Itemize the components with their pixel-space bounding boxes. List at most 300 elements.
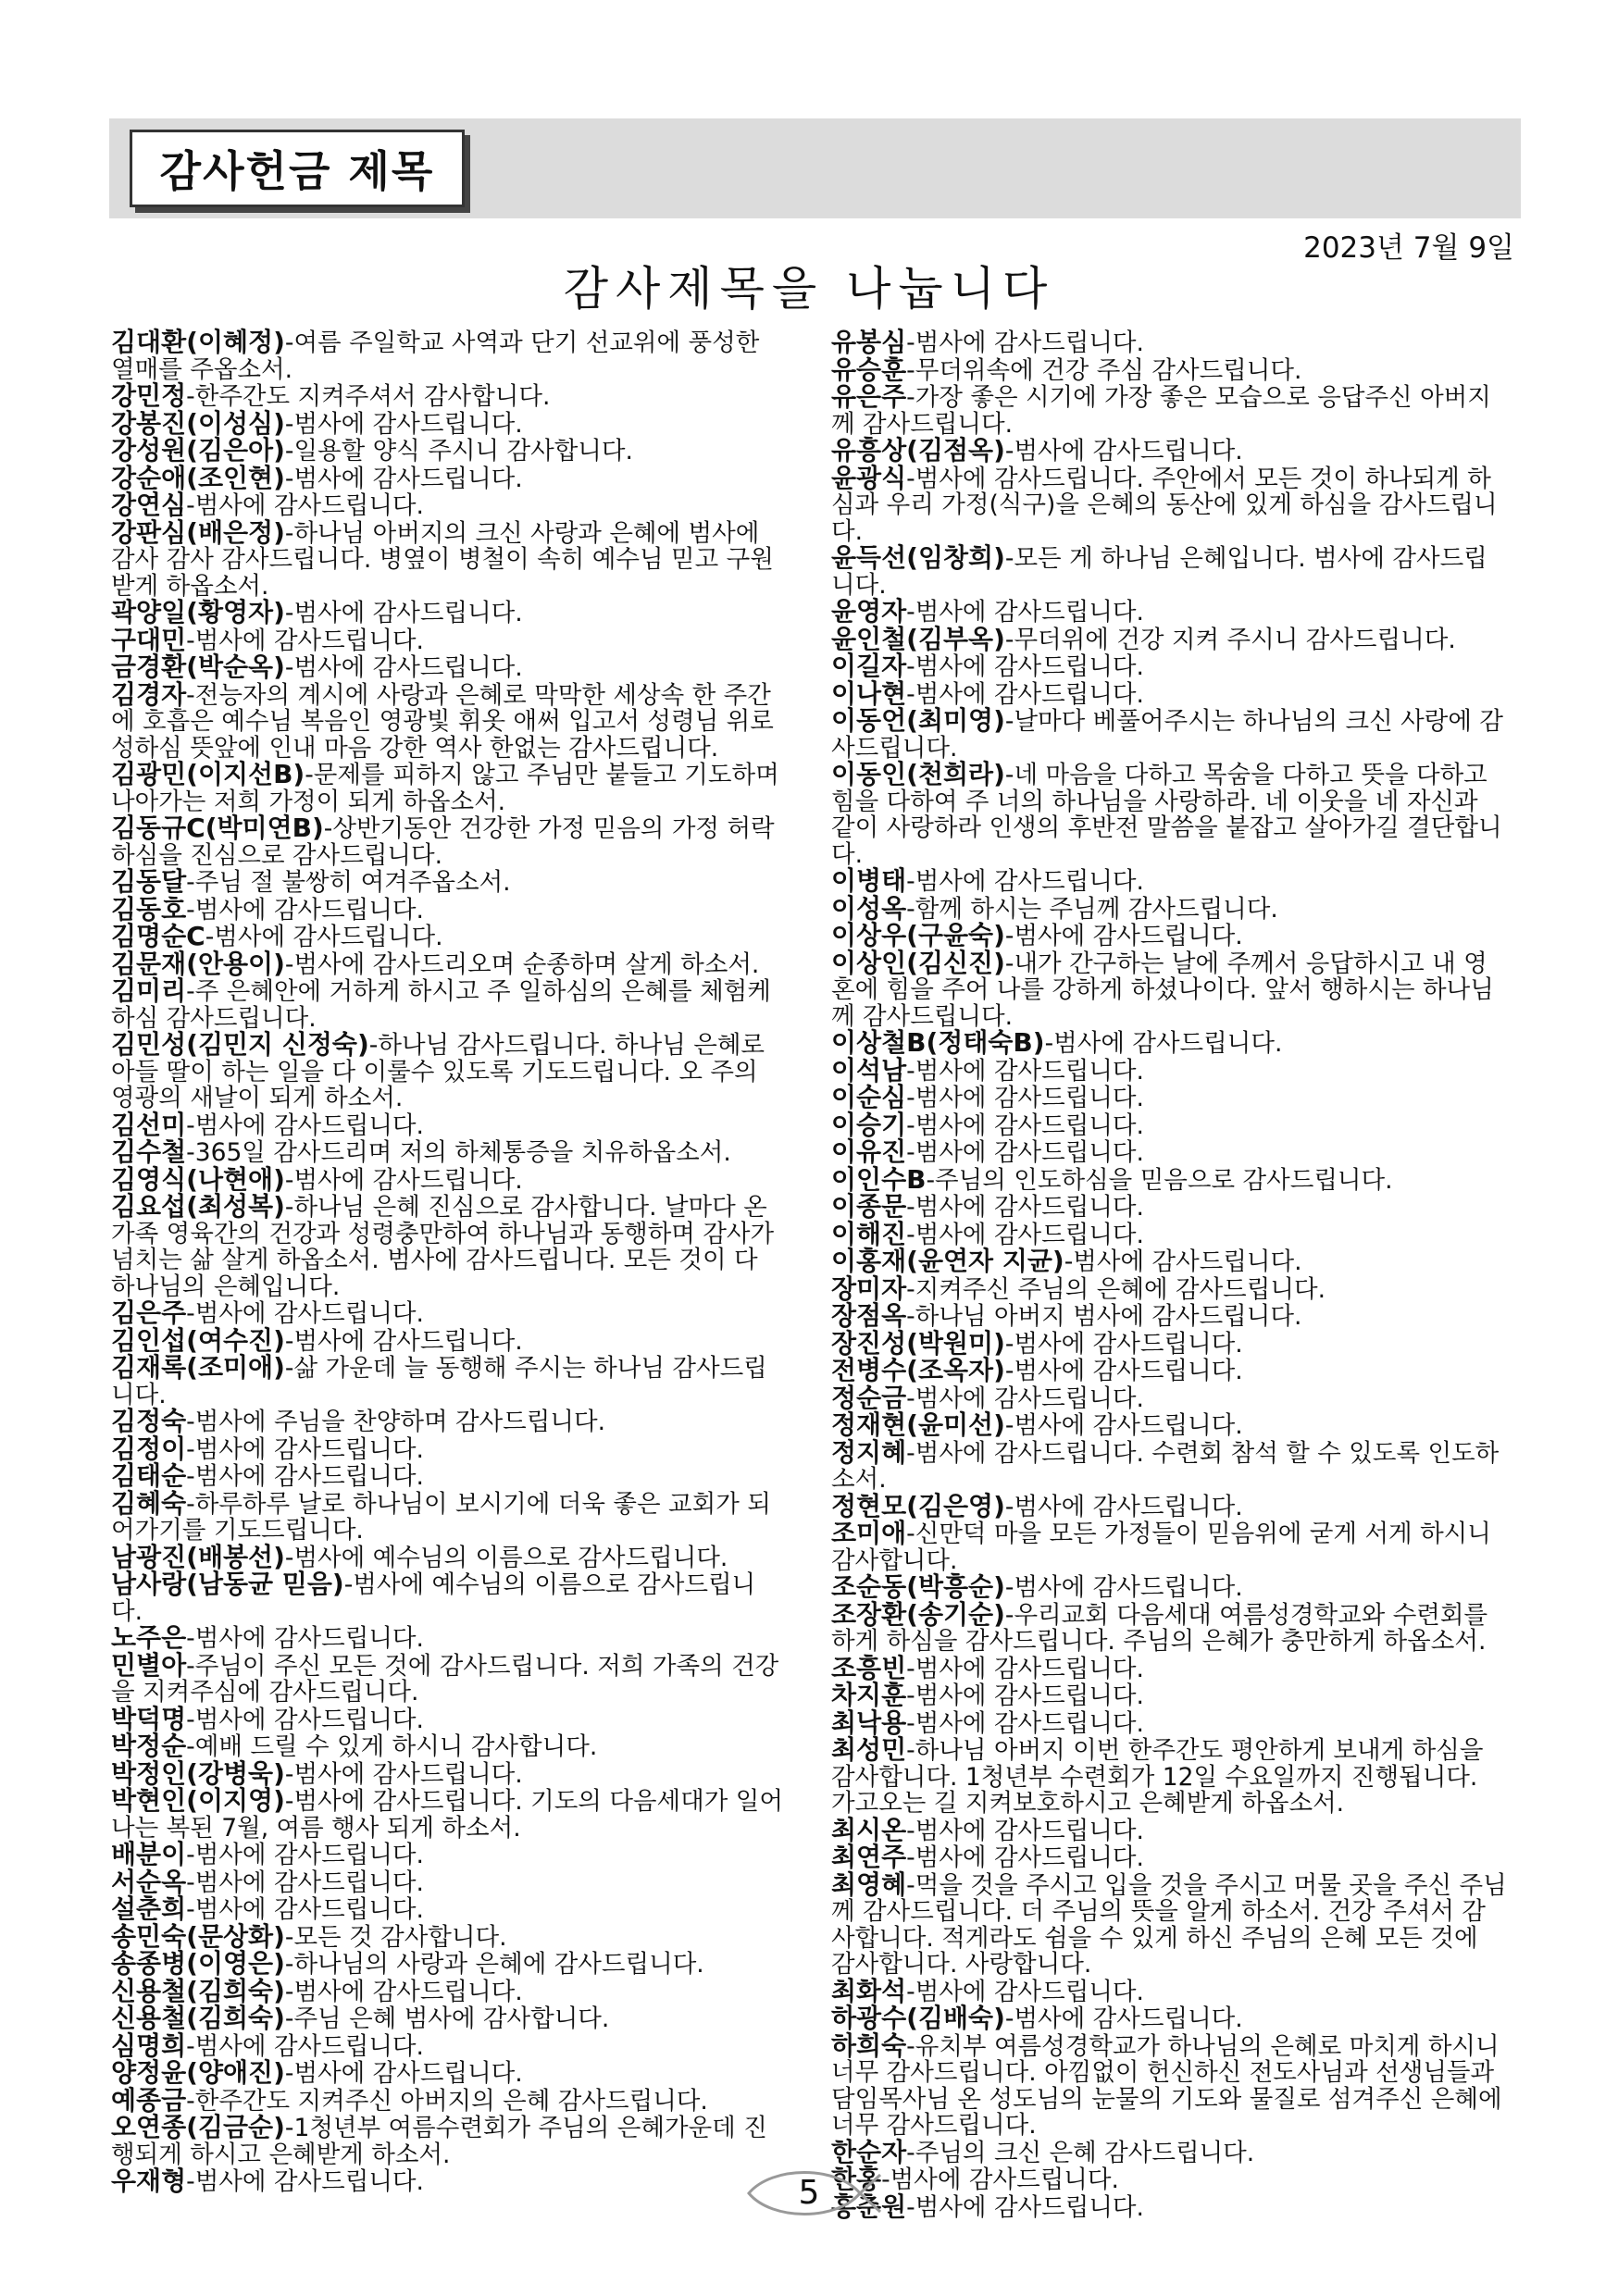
thanksgiving-entry <box>831 865 1507 896</box>
entry-name: 유흥상(김점옥) <box>831 435 1005 465</box>
page-number: 5 <box>798 2174 820 2212</box>
entry-name: 오연종(김금순) <box>111 2112 285 2142</box>
entry-message: -예배 드릴 수 있게 하시니 감사합니다. <box>186 1732 598 1761</box>
thanksgiving-entry <box>111 1893 787 1924</box>
entry-name: 김대환(이혜정) <box>111 327 285 357</box>
entry-name: 김미리 <box>111 975 187 1006</box>
entry-message: -내가 간구하는 날에 주께서 응답하시고 내 영혼에 힘을 주어 나를 강하게 하셨나이다. 앞서 행하시는 하나님께 감사드립니다. <box>831 949 1494 1031</box>
entry-name: 윤광식 <box>831 462 907 493</box>
entry-message: -범사에 감사드립니다. <box>186 1705 424 1734</box>
entry-message: -하루하루 날로 하나님이 보시기에 더욱 좋은 교회가 되어가기를 기도드립니다. <box>111 1489 771 1545</box>
entry-message: -범사에 감사드립니다. <box>906 1843 1144 1872</box>
entry-message: -범사에 감사드리오며 순종하며 살게 하소서. <box>284 949 760 979</box>
thanksgiving-entry <box>111 1297 787 1328</box>
thanksgiving-entry <box>831 1355 1507 1385</box>
entry-name: 이병태 <box>831 865 907 896</box>
entry-name: 강봉진(이성심) <box>111 407 285 439</box>
bulletin-date: 2023년 7월 9일 <box>1303 231 1514 265</box>
entry-message: -유치부 여름성경학교가 하나님의 은혜로 마치게 하시니 너무 감사드립니다. 아낌없이 헌신하신 전도사님과 선생님들과 담임목사님 온 성도님의 눈물의 기도와 물질로 섬겨주신 은혜에 너무 감사드립니다. <box>831 2031 1502 2140</box>
entry-message: -범사에 감사드립니다. <box>186 491 424 520</box>
entry-message: -범사에 감사드립니다. 주안에서 모든 것이 하나되게 하심과 우리 가정(식구)을 은혜의 동산에 있게 하심을 감사드립니다. <box>831 464 1498 546</box>
entry-message: -범사에 감사드립니다. <box>906 1384 1144 1413</box>
entry-name: 우재형 <box>111 2166 187 2196</box>
thanksgiving-entry <box>111 462 787 493</box>
entry-message: -범사에 감사드립니다. <box>906 2192 1144 2222</box>
thanksgiving-entry <box>111 1866 787 1897</box>
entry-message: -범사에 감사드립니다. <box>186 1299 424 1328</box>
thanksgiving-entry <box>111 329 787 383</box>
entry-name: 송종병(이영은) <box>111 1948 285 1979</box>
entry-message: -주님 절 불쌍히 여겨주옵소서. <box>186 868 511 897</box>
thanksgiving-entry <box>111 1487 787 1545</box>
entry-name: 김동규C(박미연B) <box>111 813 324 843</box>
thanksgiving-entry <box>111 1948 787 1979</box>
entry-message: -범사에 감사드립니다. <box>1004 1492 1243 1521</box>
entry-name: 김동호 <box>111 893 187 925</box>
thanksgiving-entry <box>111 1649 787 1706</box>
entry-message: -범사에 감사드립니다. <box>906 1084 1144 1112</box>
thanksgiving-entry <box>111 1622 787 1653</box>
thanksgiving-entry <box>831 1868 1507 1979</box>
entry-name: 심명희 <box>111 2029 187 2061</box>
entry-name: 김혜숙 <box>111 1487 187 1519</box>
entry-name: 이동언(최미영) <box>831 705 1005 736</box>
entry-name: 김재록(조미애) <box>111 1352 285 1383</box>
entry-name: 김명순C <box>111 921 205 951</box>
entry-name: 박덕명 <box>111 1703 187 1734</box>
entry-message: -범사에 감사드립니다. <box>284 1977 523 2006</box>
thanksgiving-entry <box>111 624 787 655</box>
entry-message: -범사에 감사드립니다. <box>906 1138 1144 1167</box>
entry-message: -범사에 감사드립니다. <box>906 1682 1144 1710</box>
entry-message: -범사에 감사드립니다. 기도의 다음세대가 일어나는 복된 7월, 여름 행사 되게 하소서. <box>111 1787 783 1843</box>
entry-name: 김경자 <box>111 678 187 710</box>
thanksgiving-entry <box>111 1029 787 1112</box>
thanksgiving-entry <box>111 975 787 1033</box>
thanksgiving-entry <box>111 948 787 979</box>
thanksgiving-entry <box>831 677 1507 709</box>
entry-name: 남사랑(남동균 믿음) <box>111 1569 344 1599</box>
entry-message: -모든 것 감사합니다. <box>284 1922 507 1952</box>
entry-name: 조장환(송기순) <box>831 1598 1005 1630</box>
thanksgiving-entry <box>831 1136 1507 1167</box>
thanksgiving-entry <box>111 1109 787 1140</box>
entry-message: -범사에 감사드립니다. <box>906 598 1144 627</box>
thanksgiving-entry <box>111 1163 787 1195</box>
entry-message: -한주간도 지켜주셔서 감사합니다. <box>186 382 551 411</box>
entry-message: -범사에 주님을 찬양하며 감사드립니다. <box>186 1408 605 1436</box>
thanksgiving-entry <box>111 2005 787 2033</box>
entry-name: 한홍 <box>831 2164 882 2194</box>
entry-message: -범사에 감사드립니다. <box>1064 1247 1302 1276</box>
entry-name: 정재현(윤미선) <box>831 1409 1005 1440</box>
entry-message: -범사에 감사드립니다. <box>186 1868 424 1897</box>
entry-name: 윤득선(임창희) <box>831 542 1005 573</box>
entry-message: -범사에 감사드립니다. <box>284 409 523 439</box>
thanksgiving-entry <box>111 407 787 439</box>
entry-name: 박현인(이지영) <box>111 1785 285 1816</box>
thanksgiving-entry <box>111 654 787 682</box>
entry-message: -범사에 감사드립니다. <box>906 1708 1144 1738</box>
entry-name: 최성민 <box>831 1734 907 1765</box>
entry-name: 김수철 <box>111 1136 187 1167</box>
entry-name: 강민정 <box>111 380 187 411</box>
entry-message: -범사에 감사드립니다. <box>186 1434 424 1464</box>
entry-message: -범사에 감사드립니다. <box>906 679 1144 709</box>
thanksgiving-entry <box>831 1300 1507 1331</box>
entry-name: 유은주 <box>831 381 907 412</box>
thanksgiving-entry <box>831 1382 1507 1413</box>
entry-name: 강순애(조인현) <box>111 462 285 493</box>
thanksgiving-entry <box>111 1975 787 2006</box>
entry-name: 노주은 <box>111 1622 187 1653</box>
entry-message: -한주간도 지켜주신 아버지의 은혜 감사드립니다. <box>186 2086 708 2116</box>
entry-message: -범사에 감사드립니다. <box>906 867 1144 896</box>
entry-message: -지켜주신 주님의 은혜에 감사드립니다. <box>906 1274 1326 1304</box>
entry-name: 최영혜 <box>831 1868 907 1900</box>
thanksgiving-entry <box>111 1352 787 1409</box>
entry-name: 김민성(김민지 신정숙) <box>111 1029 369 1060</box>
thanksgiving-entry <box>831 653 1507 681</box>
entry-message: -범사에 감사드립니다. <box>186 2031 424 2061</box>
thanksgiving-entry <box>831 1571 1507 1602</box>
entry-name: 이석남 <box>831 1054 907 1086</box>
entry-name: 곽양일(황영자) <box>111 597 285 627</box>
entry-message: -범사에 감사드립니다. <box>1004 1357 1243 1385</box>
entry-name: 김태순 <box>111 1460 187 1491</box>
entry-message: -범사에 감사드립니다. <box>284 599 523 627</box>
thanksgiving-entry <box>831 759 1507 869</box>
entry-message: -365일 감사드리며 저의 하체통증을 치유하옵소서. <box>186 1138 731 1167</box>
entry-name: 이인수B <box>831 1163 927 1195</box>
entry-message: -범사에 감사드립니다. <box>906 329 1144 357</box>
entry-message: -삶 가운데 늘 동행해 주시는 하나님 감사드립니다. <box>111 1354 767 1409</box>
entry-message: -범사에 감사드립니다. <box>1044 1029 1283 1058</box>
thanksgiving-entry <box>111 866 787 897</box>
thanksgiving-entry <box>831 2005 1507 2033</box>
entry-name: 송민숙(문상화) <box>111 1920 285 1952</box>
entry-message: -범사에 감사드립니다. <box>906 1193 1144 1222</box>
thanksgiving-entry <box>831 1272 1507 1304</box>
thanksgiving-entry <box>831 947 1507 1031</box>
entry-name: 이상인(김신진) <box>831 947 1005 978</box>
entry-message: -범사에 감사드립니다. <box>284 1326 523 1356</box>
entry-message: -범사에 감사드립니다. <box>1004 2004 1243 2033</box>
thanksgiving-entry <box>111 597 787 627</box>
entry-name: 남광진(배봉선) <box>111 1541 285 1572</box>
entry-message: -무더위에 건강 지켜 주시니 감사드립니다. <box>1004 625 1456 654</box>
entry-name: 최화석 <box>831 1975 907 2006</box>
entry-message: -범사에 감사드립니다. <box>186 2167 424 2196</box>
entry-name: 정지혜 <box>831 1436 907 1468</box>
entry-message: -하나님 감사드립니다. 하나님 은혜로 아들 딸이 하는 일을 다 이룰수 있도록 기도드립니다. 오 주의 영광의 새날이 되게 하소서. <box>111 1031 765 1112</box>
thanksgiving-entry <box>111 492 787 520</box>
thanksgiving-entry <box>111 1433 787 1464</box>
entry-message: -함께 하시는 주님께 감사드립니다. <box>906 894 1278 924</box>
entry-name: 조순동(박흥순) <box>831 1571 1005 1602</box>
entry-message: -하나님의 사랑과 은혜에 감사드립니다. <box>284 1950 704 1979</box>
thanksgiving-entry <box>831 435 1507 465</box>
entry-name: 하광수(김배숙) <box>831 2003 1005 2033</box>
thanksgiving-entry <box>831 1682 1507 1710</box>
entry-name: 이나현 <box>831 677 907 709</box>
thanksgiving-entry <box>111 815 787 869</box>
entry-name: 이홍재(윤연자 지균) <box>831 1246 1064 1276</box>
entry-name: 강판심(배은정) <box>111 516 285 548</box>
entry-message: -범사에 감사드립니다. <box>284 2059 523 2088</box>
entry-message: -범사에 예수님의 이름으로 감사드립니다. <box>284 1543 728 1572</box>
entry-message: -범사에 감사드립니다. <box>906 652 1144 681</box>
thanksgiving-entry <box>831 1814 1507 1845</box>
entry-message: -주님의 인도하심을 믿음으로 감사드립니다. <box>926 1165 1393 1195</box>
entry-name: 김선미 <box>111 1109 187 1140</box>
entry-message: -범사에 감사드립니다. <box>906 1220 1144 1249</box>
entry-name: 박정순 <box>111 1731 187 1761</box>
thanksgiving-entry <box>111 1460 787 1491</box>
entry-name: 김영식(나현애) <box>111 1163 285 1195</box>
entry-name: 김은주 <box>111 1297 187 1328</box>
entry-message: -범사에 감사드립니다. <box>1004 437 1243 465</box>
entry-name: 차지훈 <box>831 1680 907 1710</box>
entry-name: 이해진 <box>831 1218 907 1249</box>
left-column <box>111 329 787 2196</box>
thanksgiving-entry <box>111 1839 787 1869</box>
entry-message: -범사에 감사드립니다. <box>284 1759 523 1789</box>
entry-name: 양정윤(양애진) <box>111 2057 285 2088</box>
thanksgiving-entry <box>111 2029 787 2061</box>
entry-message: -범사에 감사드립니다. <box>205 923 443 951</box>
thanksgiving-entry <box>831 1436 1507 1494</box>
entry-message: -주 은혜안에 거하게 하시고 주 일하심의 은혜를 체험케하심 감사드립니다. <box>111 977 771 1033</box>
entry-name: 이승기 <box>831 1109 907 1140</box>
entry-message: -범사에 감사드립니다. <box>1004 1573 1243 1602</box>
thanksgiving-entry <box>111 380 787 411</box>
entry-message: -범사에 감사드립니다. <box>186 895 424 925</box>
entry-message: -여름 주일학교 사역과 단기 선교위에 풍성한 열매를 주옵소서. <box>111 329 760 384</box>
entry-name: 김광민(이지선B) <box>111 759 305 789</box>
entry-name: 금경환(박순옥) <box>111 652 285 682</box>
entry-name: 최낙용 <box>831 1706 907 1738</box>
entry-name: 이성옥 <box>831 892 907 924</box>
entry-message: -일용할 양식 주시니 감사합니다. <box>284 437 633 465</box>
thanksgiving-entry <box>111 1757 787 1789</box>
thanksgiving-entry <box>831 381 1507 439</box>
entry-name: 이상철B(정태숙B) <box>831 1027 1045 1058</box>
thanksgiving-entry <box>831 1163 1507 1195</box>
section-title: 감사헌금 제목 <box>130 130 465 207</box>
entry-message: -날마다 베풀어주시는 하나님의 크신 사랑에 감사드립니다. <box>831 707 1503 763</box>
entry-message: -하나님 아버지 범사에 감사드립니다. <box>906 1302 1302 1331</box>
thanksgiving-entry <box>831 1598 1507 1656</box>
entry-name: 정순금 <box>831 1382 907 1413</box>
entry-message: -범사에 감사드립니다. <box>186 1895 424 1924</box>
entry-name: 전병수(조옥자) <box>831 1355 1005 1385</box>
entry-name: 구대민 <box>111 624 187 655</box>
entry-name: 이상우(구윤숙) <box>831 920 1005 950</box>
entry-name: 이유진 <box>831 1136 907 1167</box>
entry-message: -하나님 아버지의 크신 사랑과 은혜에 범사에 감사 감사 감사드립니다. 병옆이 병철이 속히 예수님 믿고 구원 받게 하옵소서. <box>111 518 774 601</box>
thanksgiving-entry <box>111 1136 787 1167</box>
thanksgiving-entry <box>831 2029 1507 2140</box>
entry-name: 조미애 <box>831 1518 907 1548</box>
page-heading: 감사제목을 나눕니다 <box>563 262 1055 316</box>
entry-name: 유승훈 <box>831 354 907 385</box>
entry-message: -범사에 감사드립니다. <box>906 1654 1144 1683</box>
entry-message: -범사에 감사드립니다. <box>186 1462 424 1491</box>
entry-name: 배분이 <box>111 1839 187 1869</box>
thanksgiving-entry <box>111 893 787 925</box>
thanksgiving-entry <box>831 1409 1507 1440</box>
entry-name: 유봉심 <box>831 327 907 357</box>
entry-message: -범사에 감사드립니다. <box>881 2166 1119 2194</box>
entry-message: -범사에 감사드립니다. 수련회 참석 할 수 있도록 인도하소서. <box>831 1438 1500 1494</box>
entry-message: -범사에 감사드립니다. <box>186 626 424 655</box>
entry-name: 홍춘원 <box>831 2191 907 2222</box>
entry-message: -주님의 크신 은혜 감사드립니다. <box>906 2138 1255 2167</box>
entry-message: -하나님 은혜 진심으로 감사합니다. 날마다 온 가족 영육간의 건강과 성령충만하여 하나님과 동행하며 감사가 넘치는 삶 살게 하옵소서. 범사에 감사드립니다. 모든 것이 다 하나님의 은혜입니다. <box>111 1193 775 1301</box>
thanksgiving-entry <box>831 1844 1507 1872</box>
entry-message: -범사에 감사드립니다. <box>906 1056 1144 1086</box>
thanksgiving-entry <box>831 623 1507 654</box>
thanksgiving-entry <box>831 1082 1507 1112</box>
entry-message: -범사에 감사드립니다. <box>906 1816 1144 1845</box>
entry-message: -범사에 감사드립니다. <box>1004 1411 1243 1440</box>
entry-name: 조흥빈 <box>831 1652 907 1683</box>
entry-name: 김인섭(여수진) <box>111 1324 285 1356</box>
entry-message: -하나님 아버지 이번 한주간도 평안하게 보내게 하심을 감사합니다. 1청년부 수련회가 12일 수요일까지 진행됩니다. 가고오는 길 지켜보호하시고 은혜받게 하옵소서. <box>831 1736 1484 1818</box>
thanksgiving-entry <box>111 1920 787 1952</box>
thanksgiving-entry <box>111 678 787 763</box>
entry-name: 김동달 <box>111 866 187 897</box>
entry-name: 최연주 <box>831 1842 907 1872</box>
entry-message: -모든 게 하나님 은혜입니다. 범사에 감사드립니다. <box>831 544 1487 600</box>
thanksgiving-entry <box>831 1109 1507 1140</box>
right-column <box>831 329 1507 2221</box>
thanksgiving-entry <box>831 1218 1507 1249</box>
thanksgiving-entry <box>111 1541 787 1572</box>
entry-name: 신용철(김희숙) <box>111 2003 285 2033</box>
entry-name: 설춘희 <box>111 1893 187 1924</box>
thanksgiving-entry <box>111 2084 787 2116</box>
entry-name: 이종문 <box>831 1191 907 1222</box>
entry-name: 김문재(안용이) <box>111 948 285 979</box>
entry-name: 서순옥 <box>111 1866 187 1897</box>
entry-message: -범사에 감사드립니다. <box>906 1111 1144 1140</box>
thanksgiving-entry <box>111 1785 787 1843</box>
thanksgiving-entry <box>111 1406 787 1436</box>
thanksgiving-entry <box>831 1520 1507 1574</box>
entry-name: 신용철(김희숙) <box>111 1975 285 2006</box>
thanksgiving-entry <box>111 2057 787 2088</box>
thanksgiving-entry <box>831 705 1507 763</box>
thanksgiving-entry <box>831 1327 1507 1359</box>
entry-name: 민별아 <box>111 1649 187 1681</box>
thanksgiving-entry <box>831 1027 1507 1058</box>
entry-message: -범사에 감사드립니다. <box>1004 922 1243 950</box>
entry-message: -범사에 감사드립니다. <box>186 1624 424 1653</box>
thanksgiving-entry <box>111 921 787 951</box>
entry-message: -범사에 감사드립니다. <box>186 1111 424 1140</box>
entry-name: 장점옥 <box>831 1300 907 1331</box>
entry-name: 이길자 <box>831 651 907 681</box>
entry-message: -네 마음을 다하고 목숨을 다하고 뜻을 다하고 힘을 다하여 주 너의 하나님을 사랑하라. 네 이웃을 네 자신과 같이 사랑하라 인생의 후반전 말씀을 붙잡고 살아가길 결단합니다. <box>831 761 1502 869</box>
thanksgiving-entry <box>111 1191 787 1301</box>
entry-name: 정현모(김은영) <box>831 1490 1005 1521</box>
entry-name: 예종금 <box>111 2084 187 2116</box>
entry-message: -우리교회 다음세대 여름성경학교와 수련회를 하게 하심을 감사드립니다. 주님의 은혜가 충만하게 하옵소서. <box>831 1600 1488 1656</box>
thanksgiving-entry <box>831 1490 1507 1521</box>
thanksgiving-entry <box>111 435 787 465</box>
thanksgiving-entry <box>831 920 1507 950</box>
entry-name: 윤인철(김부옥) <box>831 623 1005 654</box>
thanksgiving-entry <box>831 1706 1507 1738</box>
entry-message: -범사에 감사드립니다. <box>186 1841 424 1869</box>
entry-name: 하희숙 <box>831 2029 907 2061</box>
thanksgiving-entry <box>111 759 787 816</box>
thanksgiving-entry <box>831 1734 1507 1818</box>
entry-name: 최시온 <box>831 1814 907 1845</box>
entry-message: -상반기동안 건강한 가정 믿음의 가정 허락하심을 진심으로 감사드립니다. <box>111 814 775 870</box>
thanksgiving-entry <box>831 892 1507 924</box>
entry-name: 윤영자 <box>831 596 907 627</box>
entry-name: 이동인(천희라) <box>831 759 1005 789</box>
entry-name: 이순심 <box>831 1082 907 1112</box>
entry-name: 장미자 <box>831 1272 907 1304</box>
entry-message: -주님이 주신 모든 것에 감사드립니다. 저희 가족의 건강을 지켜주심에 감사드립니다. <box>111 1651 779 1706</box>
thanksgiving-entry <box>111 1571 787 1625</box>
entry-name: 한순자 <box>831 2136 907 2167</box>
thanksgiving-entry <box>831 596 1507 627</box>
thanksgiving-entry <box>111 1324 787 1356</box>
thanksgiving-entry <box>111 516 787 601</box>
entry-message: -1청년부 여름수련회가 주님의 은혜가운데 진행되게 하시고 은혜받게 하소서. <box>111 2114 767 2169</box>
entry-name: 김정이 <box>111 1433 187 1464</box>
entry-message: -범사에 감사드립니다. <box>284 653 523 682</box>
entry-message: -전능자의 계시에 사랑과 은혜로 막막한 세상속 한 주간에 호흡은 예수님 복음인 영광빛 휘옷 애써 입고서 성령님 위로 성하심 뜻앞에 인내 마음 강한 역사 한없는 감사드립니다. <box>111 680 774 763</box>
entry-message: -범사에 감사드립니다. <box>906 1977 1144 2006</box>
thanksgiving-entry <box>111 1733 787 1761</box>
entry-message: -범사에 감사드립니다. <box>1004 1329 1243 1359</box>
entry-name: 강성원(김은아) <box>111 435 285 465</box>
thanksgiving-entry <box>831 1652 1507 1683</box>
entry-name: 강연심 <box>111 490 187 520</box>
entry-message: -가장 좋은 시기에 가장 좋은 모습으로 응답주신 아버지께 감사드립니다. <box>831 383 1491 439</box>
thanksgiving-entry <box>831 462 1507 546</box>
entry-message: -문제를 피하지 않고 주님만 붙들고 기도하며 나아가는 저희 가정이 되게 하옵소서. <box>111 761 779 816</box>
entry-name: 장진성(박원미) <box>831 1327 1005 1359</box>
entry-name: 박정인(강병욱) <box>111 1757 285 1789</box>
entry-message: -범사에 감사드립니다. <box>284 464 523 493</box>
entry-message: -신만덕 마을 모든 가정들이 믿음위에 굳게 서게 하시니 감사합니다. <box>831 1520 1491 1575</box>
thanksgiving-entry <box>831 1975 1507 2006</box>
entry-message: -범사에 감사드립니다. <box>284 1165 523 1195</box>
thanksgiving-entry <box>831 1191 1507 1222</box>
thanksgiving-entry <box>831 354 1507 385</box>
page-number-badge <box>730 2161 888 2226</box>
entry-name: 김정숙 <box>111 1406 187 1436</box>
thanksgiving-entry <box>831 329 1507 357</box>
entry-message: -범사에 예수님의 이름으로 감사드립니다. <box>111 1570 756 1626</box>
thanksgiving-entry <box>831 542 1507 600</box>
entry-message: -무더위속에 건강 주심 감사드립니다. <box>906 355 1302 385</box>
thanksgiving-entry <box>831 1054 1507 1086</box>
entry-name: 김요섭(최성복) <box>111 1191 285 1222</box>
entry-message: -주님 은혜 범사에 감사합니다. <box>284 2004 610 2033</box>
page-footer <box>0 2161 1618 2226</box>
thanksgiving-entry <box>111 1703 787 1734</box>
thanksgiving-entry <box>831 1248 1507 1276</box>
entry-message: -먹을 것을 주시고 입을 것을 주시고 머물 곳을 주신 주님께 감사드립니다. 더 주님의 뜻을 알게 하소서. 건강 주셔서 감사합니다. 적게라도 쉼을 수 있게 하신 주님의 은혜 모든 것에 감사합니다. 사랑합니다. <box>831 1870 1507 1979</box>
